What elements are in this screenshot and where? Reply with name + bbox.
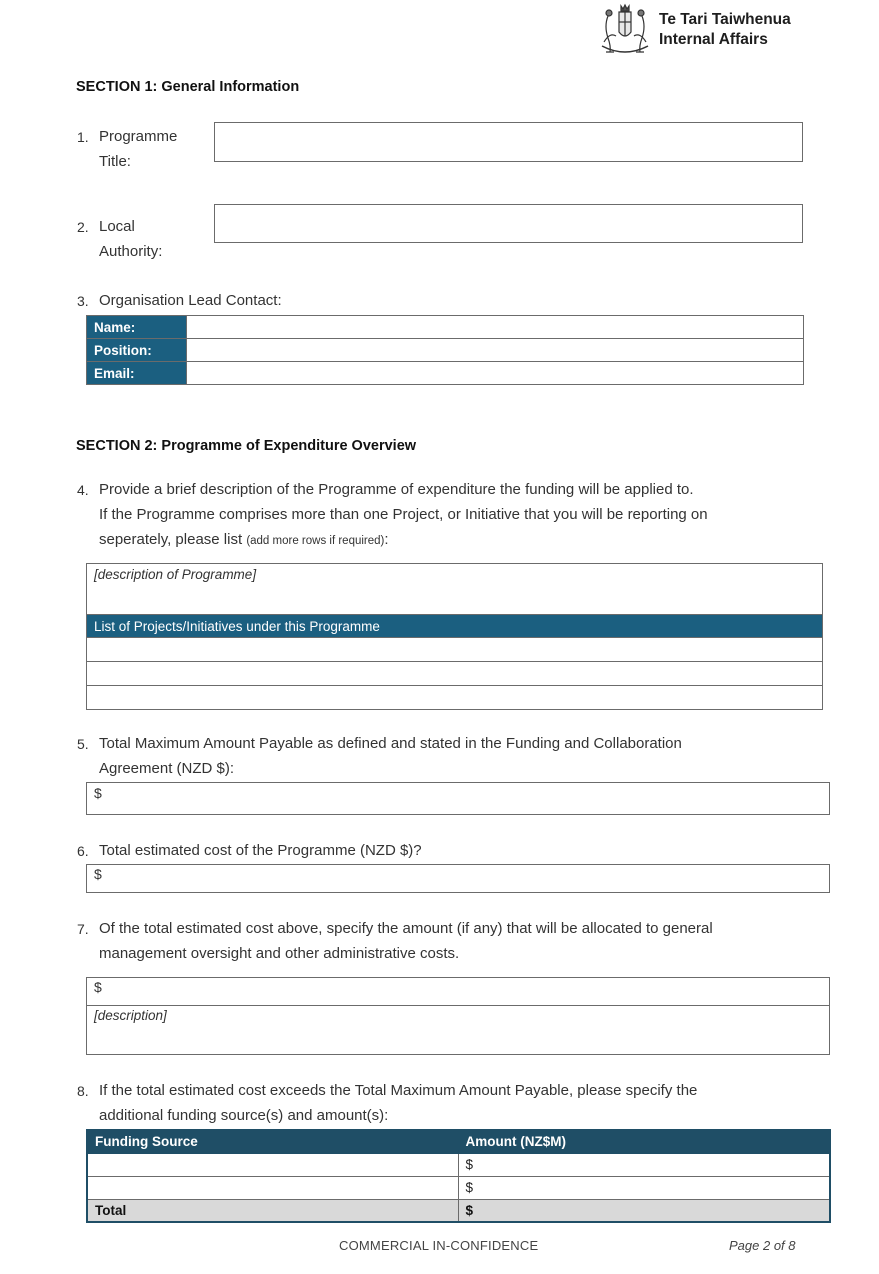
programme-description-table	[86, 563, 823, 710]
funding-source-column-header: Funding Source	[87, 1130, 458, 1153]
q6-text: Total estimated cost of the Programme (NZD $)?	[99, 842, 422, 859]
contact-row-name	[87, 316, 804, 339]
funding-table-header	[87, 1130, 830, 1153]
q8-number: 8.	[77, 1083, 89, 1099]
contact-name-input[interactable]	[187, 316, 804, 339]
estimated-cost-input[interactable]: $	[86, 864, 830, 893]
section-2-title: SECTION 2: Programme of Expenditure Overview	[76, 438, 417, 454]
q4-number: 4.	[77, 482, 89, 498]
funding-row	[87, 1176, 830, 1199]
programme-title-input[interactable]	[214, 122, 803, 162]
q1-label: Programme Title:	[99, 128, 178, 170]
q6-number: 6.	[77, 843, 89, 859]
q1-number: 1.	[77, 129, 89, 145]
funding-source-input[interactable]	[87, 1176, 458, 1199]
page-number: Page 2 of 8	[729, 1238, 796, 1253]
contact-name-label: Name:	[87, 316, 187, 339]
nz-coat-of-arms-icon	[596, 2, 654, 56]
contact-row-position	[87, 339, 804, 362]
lead-contact-table	[86, 315, 804, 385]
org-name-maori: Te Tari Taiwhenua	[659, 11, 791, 28]
classification-footer: COMMERCIAL IN-CONFIDENCE	[339, 1238, 539, 1253]
q3-number: 3.	[77, 293, 89, 309]
q8-text: If the total estimated cost exceeds the Total Maximum Amount Payable, please specify the additional funding source(s) and amount(s):	[99, 1082, 698, 1124]
q5-number: 5.	[77, 736, 89, 752]
funding-total-amount[interactable]: $	[458, 1199, 830, 1222]
project-row-input[interactable]	[87, 662, 823, 686]
contact-email-input[interactable]	[187, 362, 804, 385]
contact-row-email	[87, 362, 804, 385]
contact-position-label: Position:	[87, 339, 187, 362]
q4-text: Provide a brief description of the Programme of expenditure the funding will be applied to. If the Programme comprises more than one Project, or Initiative that you will be reporting on seperately, please list (add more rows if required):	[99, 481, 708, 548]
contact-email-label: Email:	[87, 362, 187, 385]
q2-number: 2.	[77, 219, 89, 235]
q5-text: Total Maximum Amount Payable as defined and stated in the Funding and Collaboration Agreement (NZD $):	[99, 735, 682, 777]
q2-label: Local Authority:	[99, 218, 163, 260]
section-1-title: SECTION 1: General Information	[76, 79, 300, 95]
org-name-english: Internal Affairs	[659, 31, 768, 48]
funding-amount-input[interactable]: $	[458, 1153, 830, 1176]
max-amount-payable-input[interactable]: $	[86, 782, 830, 815]
q7-number: 7.	[77, 921, 89, 937]
q3-label: Organisation Lead Contact:	[99, 292, 282, 309]
funding-source-input[interactable]	[87, 1153, 458, 1176]
q7-text: Of the total estimated cost above, specify the amount (if any) that will be allocated to general management oversight and other administrative costs.	[99, 920, 713, 962]
funding-row	[87, 1153, 830, 1176]
project-row-input[interactable]	[87, 686, 823, 710]
amount-column-header: Amount (NZ$M)	[458, 1130, 830, 1153]
funding-amount-input[interactable]: $	[458, 1176, 830, 1199]
funding-total-label: Total	[87, 1199, 458, 1222]
contact-position-input[interactable]	[187, 339, 804, 362]
local-authority-input[interactable]	[214, 204, 803, 243]
funding-total-row	[87, 1199, 830, 1222]
funding-sources-table	[86, 1129, 831, 1223]
admin-cost-description-input[interactable]: [description]	[86, 1005, 830, 1055]
project-row-input[interactable]	[87, 638, 823, 662]
admin-cost-amount-input[interactable]: $	[86, 977, 830, 1006]
projects-list-header: List of Projects/Initiatives under this Programme	[87, 615, 823, 638]
org-name	[659, 10, 791, 50]
programme-description-input[interactable]: [description of Programme]	[87, 564, 823, 615]
